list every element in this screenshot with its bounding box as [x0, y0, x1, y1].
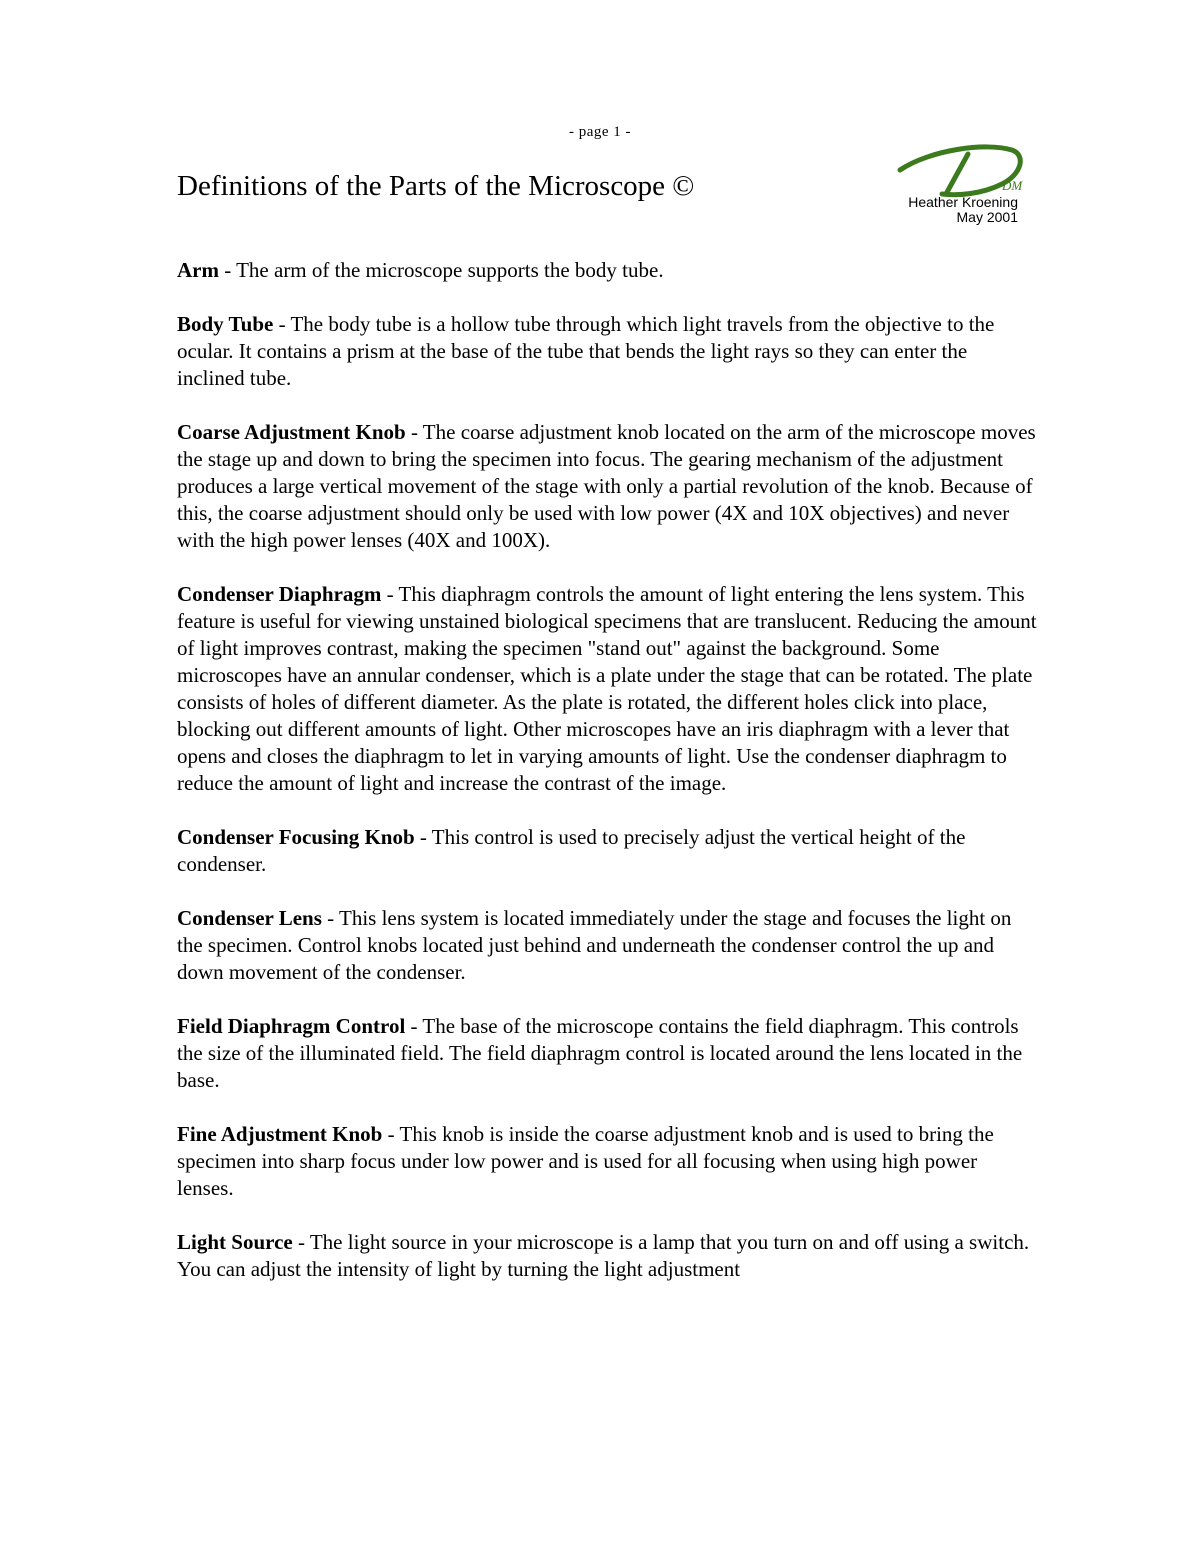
- definition-term: Fine Adjustment Knob: [177, 1122, 383, 1146]
- definition-term: Condenser Focusing Knob: [177, 825, 415, 849]
- definition-text: - The arm of the microscope supports the body tube.: [218, 258, 664, 282]
- definition-term: Field Diaphragm Control: [177, 1014, 406, 1038]
- definition-text: - This lens system is located immediately under the stage and focuses the light on the specimen. Control knobs located just behind and underneath the condenser control the up and down movement of the condenser.: [177, 906, 1012, 984]
- definition-term: Arm: [177, 258, 219, 282]
- definitions-list: [177, 257, 1037, 1310]
- definition-condenser-diaphragm: [177, 581, 1037, 797]
- definition-text: - The coarse adjustment knob located on the arm of the microscope moves the stage up and down to bring the specimen into focus. The gearing mechanism of the adjustment produces a large vertical movement of the stage with only a partial revolution of the knob. Because of this, the coarse adjustment should only be used with low power (4X and 10X objectives) and never with the high power lenses (40X and 100X).: [177, 420, 1036, 552]
- logo-monogram: DM: [1002, 178, 1023, 193]
- definition-term: Coarse Adjustment Knob: [177, 420, 406, 444]
- author-name: Heather Kroening: [908, 194, 1018, 210]
- author-block: [908, 195, 1018, 225]
- definition-field-diaphragm-control: [177, 1013, 1037, 1094]
- definition-coarse-adjustment-knob: [177, 419, 1037, 554]
- definition-text: - The base of the microscope contains the field diaphragm. This controls the size of the illuminated field. The field diaphragm control is located around the lens located in the base.: [177, 1014, 1023, 1092]
- definition-text: - This knob is inside the coarse adjustment knob and is used to bring the specimen into sharp focus under low power and is used for all focusing when using high power lenses.: [177, 1122, 994, 1200]
- definition-term: Light Source: [177, 1230, 293, 1254]
- definition-term: Condenser Diaphragm: [177, 582, 382, 606]
- page-number: - page 1 -: [568, 124, 632, 140]
- definition-arm: [177, 257, 1037, 284]
- definition-text: - The body tube is a hollow tube through which light travels from the objective to the ocular. It contains a prism at the base of the tube that bends the light rays so they can enter the inclined tube.: [177, 312, 995, 390]
- author-date: May 2001: [956, 209, 1018, 225]
- definition-fine-adjustment-knob: [177, 1121, 1037, 1202]
- definition-text: - This control is used to precisely adjust the vertical height of the condenser.: [177, 825, 966, 876]
- author-logo: [890, 140, 1030, 202]
- logo-stem: [946, 154, 968, 194]
- definition-condenser-focusing-knob: [177, 824, 1037, 878]
- definition-term: Body Tube: [177, 312, 274, 336]
- definition-condenser-lens: [177, 905, 1037, 986]
- definition-text: - The light source in your microscope is a lamp that you turn on and off using a switch. You can adjust the intensity of light by turning the light adjustment: [177, 1230, 1030, 1281]
- definition-light-source: [177, 1229, 1037, 1283]
- document-title: Definitions of the Parts of the Microscope ©: [177, 170, 695, 202]
- definition-body-tube: [177, 311, 1037, 392]
- definition-term: Condenser Lens: [177, 906, 322, 930]
- definition-text: - This diaphragm controls the amount of light entering the lens system. This feature is useful for viewing unstained biological specimens that are translucent. Reducing the amount of light improves contrast, making the specimen "stand out" against the background. Some microscopes have an annular condenser, which is a plate under the stage that can be rotated. The plate consists of holes of different diameter. As the plate is rotated, the different holes click into place, blocking out different amounts of light. Other microscopes have an iris diaphragm with a lever that opens and closes the diaphragm to let in varying amounts of light. Use the condenser diaphragm to reduce the amount of light and increase the contrast of the image.: [177, 582, 1037, 795]
